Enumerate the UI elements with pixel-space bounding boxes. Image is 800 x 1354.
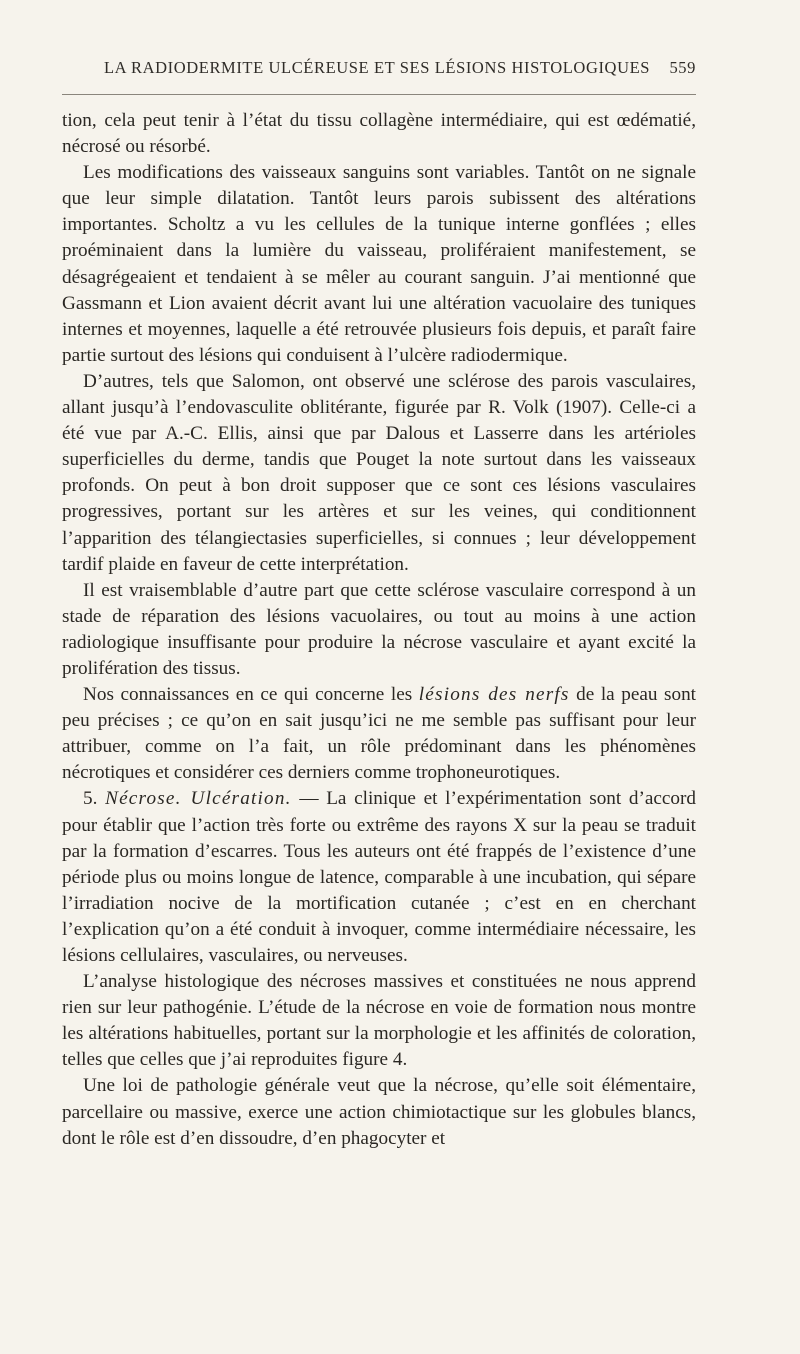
section-paragraph (62, 786, 696, 969)
body-text (62, 108, 696, 1152)
paragraph: Les modifications des vaisseaux sanguins sont variables. Tantôt on ne signale que leur simple dilatation. Tantôt leurs parois subissent des altérations importantes. Scholtz a vu les cellules de la tunique interne gonflées ; elles proéminaient dans la lumière du vaisseau, proliféraient manifestement, se désagrégeaient et tendaient à se mêler au courant sanguin. J’ai mentionné que Gassmann et Lion avaient décrit avant lui une altération vacuolaire des tuniques internes et moyennes, laquelle a été retrouvée plusieurs fois depuis, et paraît faire partie surtout des lésions qui conduisent à l’ulcère radiodermique. (62, 162, 696, 366)
paragraph (62, 682, 696, 786)
paragraph-text: de la peau sont peu précises ; ce qu’on en sait jusqu’ici ne me semble pas suffisant pour leur attribuer, comme on l’a fait, un rôle prédominant dans les phénomènes nécrotiques et considérer ces derniers comme trophoneurotiques. (62, 684, 697, 784)
paragraph: D’autres, tels que Salomon, ont observé une sclérose des parois vasculaires, allant jusqu’à l’endovasculite oblitérante, figurée par R. Volk (1907). Celle-ci a été vue par A.-C. Ellis, ainsi que par Dalous et Lasserre dans les artérioles superficielles du derme, tandis que Pouget la note surtout dans les vaisseaux profonds. On peut à bon droit supposer que ce sont ces lésions vasculaires progressives, portant sur les artères et sur les veines, qui conditionnent l’apparition des télangiectasies superficielles, si connues ; leur développement tardif plaide en faveur de cette interprétation. (62, 370, 696, 575)
section-number: 5. (83, 788, 98, 810)
section-heading: Nécrose. Ulcération. (105, 788, 292, 810)
paragraph-text: — La clinique et l’expérimentation sont d’accord pour établir que l’action très forte ou extrême des rayons X sur la peau se traduit par la formation d’escarres. Tous les auteurs ont été frappés de l’existence d’une période plus ou moins longue de latence, comparable à une incubation, qui sépare l’irradiation nocive de la mortification cutanée ; c’est en en cherchant l’explication qu’on a été conduit à invoquer, comme intermédiaire nécessaire, les lésions cellulaires, vasculaires, ou nerveuses. (62, 788, 696, 966)
paragraph: tion, cela peut tenir à l’état du tissu collagène intermédiaire, qui est œdématié, nécrosé ou résorbé. (62, 110, 696, 158)
paragraph: Une loi de pathologie générale veut que la nécrose, qu’elle soit élémentaire, parcellaire ou massive, exerce une action chimiotactique sur les globules blancs, dont le rôle est d’en dissoudre, d’en phagocyter et (62, 1075, 696, 1149)
running-head-title: LA RADIODERMITE ULCÉREUSE ET SES LÉSIONS HISTOLOGIQUES (104, 58, 651, 77)
header-rule (62, 94, 696, 95)
running-head (104, 58, 696, 78)
emphasis-text: lésions des nerfs (418, 684, 570, 706)
paragraph: Il est vraisemblable d’autre part que cette sclérose vasculaire correspond à un stade de réparation des lésions vacuolaires, ou tout au moins à une action radiologique insuffisante pour produire la nécrose vasculaire et ayant excité la prolifération des tissus. (62, 579, 696, 679)
page-number: 559 (669, 58, 696, 77)
paragraph-text: Nos connaissances en ce qui concerne les (83, 684, 419, 706)
paragraph: L’analyse histologique des nécroses massives et constituées ne nous apprend rien sur leur pathogénie. L’étude de la nécrose en voie de formation nous montre les altérations habituelles, portant sur la morphologie et les affinités de coloration, telles que celles que j’ai reproduites figure 4. (62, 971, 696, 1071)
